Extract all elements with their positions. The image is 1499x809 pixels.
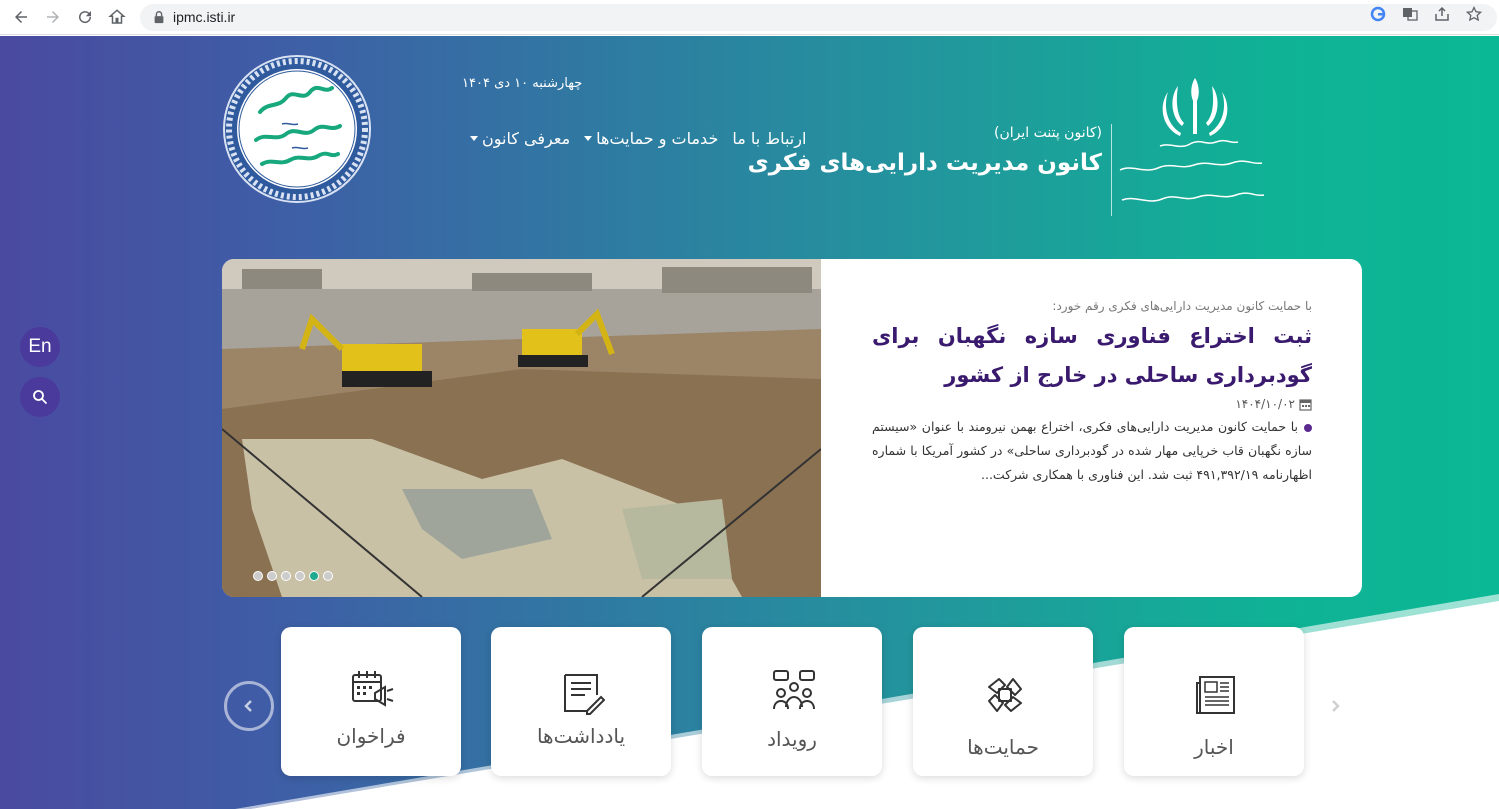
- service-card-event[interactable]: [702, 627, 882, 776]
- page-background: [0, 36, 1499, 809]
- service-card-label: فراخوان: [336, 724, 406, 748]
- calendar-icon: [1299, 398, 1312, 411]
- header-divider: [1111, 124, 1112, 216]
- chevron-down-icon: [584, 136, 592, 141]
- share-icon[interactable]: [1434, 6, 1450, 22]
- menu-item-label: ارتباط با ما: [732, 129, 807, 148]
- slide-summary: [872, 415, 1312, 487]
- main-menu: [470, 129, 806, 148]
- reload-icon[interactable]: [72, 5, 98, 29]
- chevron-right-icon: [1327, 698, 1343, 714]
- event-people-icon: [772, 669, 816, 713]
- search-icon: [32, 389, 48, 405]
- google-icon[interactable]: [1370, 6, 1386, 22]
- menu-item-contact[interactable]: [732, 129, 806, 148]
- service-card-notes[interactable]: [491, 627, 671, 776]
- site-subtitle: (کانون پتنت ایران): [994, 125, 1102, 141]
- service-card-call[interactable]: [281, 627, 461, 776]
- support-hands-icon: [983, 673, 1027, 717]
- bookmark-star-icon[interactable]: [1466, 6, 1482, 22]
- slide-kicker: با حمایت کانون مدیریت دارایی‌های فکری رقم خورد:: [1052, 299, 1312, 313]
- chevron-down-icon: [470, 136, 478, 141]
- menu-item-services[interactable]: [584, 129, 718, 148]
- carousel-prev-button[interactable]: [224, 681, 274, 731]
- news-slider: [222, 259, 1362, 597]
- slider-dot-active[interactable]: [309, 571, 319, 581]
- emblem-logo: [1110, 74, 1280, 224]
- browser-toolbar: [0, 0, 1499, 35]
- slide-date: ۱۴۰۴/۱۰/۰۲: [1235, 397, 1295, 411]
- chevron-left-icon: [241, 698, 257, 714]
- language-toggle-button[interactable]: [20, 327, 60, 367]
- slider-dots: [253, 571, 333, 581]
- menu-item-label: معرفی کانون: [482, 129, 571, 148]
- bullet-dot-icon: [1304, 424, 1312, 432]
- carousel-next-button[interactable]: [1310, 681, 1360, 731]
- home-icon[interactable]: [104, 5, 130, 29]
- seal-logo: [222, 52, 372, 206]
- slide-photo-excavation[interactable]: [222, 259, 821, 597]
- lock-icon: [152, 10, 166, 24]
- service-card-news[interactable]: [1124, 627, 1304, 776]
- slider-dot[interactable]: [267, 571, 277, 581]
- service-card-label: حمایت‌ها: [967, 735, 1039, 759]
- site-title[interactable]: کانون مدیریت دارایی‌های فکری: [747, 150, 1102, 176]
- translate-icon[interactable]: [1402, 6, 1418, 22]
- slider-dot[interactable]: [295, 571, 305, 581]
- back-icon[interactable]: [8, 5, 34, 29]
- slider-dot[interactable]: [281, 571, 291, 581]
- service-card-label: یادداشت‌ها: [536, 724, 626, 748]
- service-card-label: رویداد: [767, 727, 817, 751]
- service-card-label: اخبار: [1194, 735, 1234, 759]
- slide-summary-text: با حمایت کانون مدیریت دارایی‌های فکری، اختراع بهمن نیرومند با عنوان «سیستم سازه نگهبان قاب خرپایی مهار شده در گودبرداری ساحلی» در کشور آمریکا با شماره اظهارنامه ۴۹۱,۳۹۲/۱۹ ثبت شد. این فناوری با همکاری شرکت...: [872, 419, 1312, 482]
- slide-text: [872, 299, 1312, 487]
- slide-headline[interactable]: ثبت اختراع فناوری سازه نگهبان برای گودبرداری ساحلی در خارج از کشور: [872, 324, 1312, 387]
- current-date: چهارشنبه ۱۰ دی ۱۴۰۴: [462, 76, 583, 91]
- address-bar[interactable]: [140, 4, 1497, 31]
- forward-icon[interactable]: [40, 5, 66, 29]
- notes-icon: [561, 671, 605, 715]
- calendar-announcement-icon: [351, 669, 395, 713]
- language-label: En: [28, 336, 52, 357]
- slider-dot[interactable]: [323, 571, 333, 581]
- search-button[interactable]: [20, 377, 60, 417]
- newspaper-icon: [1194, 673, 1238, 717]
- menu-item-about[interactable]: [470, 129, 570, 148]
- menu-item-label: خدمات و حمایت‌ها: [596, 129, 719, 148]
- slide-date-row: [872, 397, 1312, 411]
- url-text: ipmc.isti.ir: [173, 9, 236, 25]
- service-card-support[interactable]: [913, 627, 1093, 776]
- slider-dot[interactable]: [253, 571, 263, 581]
